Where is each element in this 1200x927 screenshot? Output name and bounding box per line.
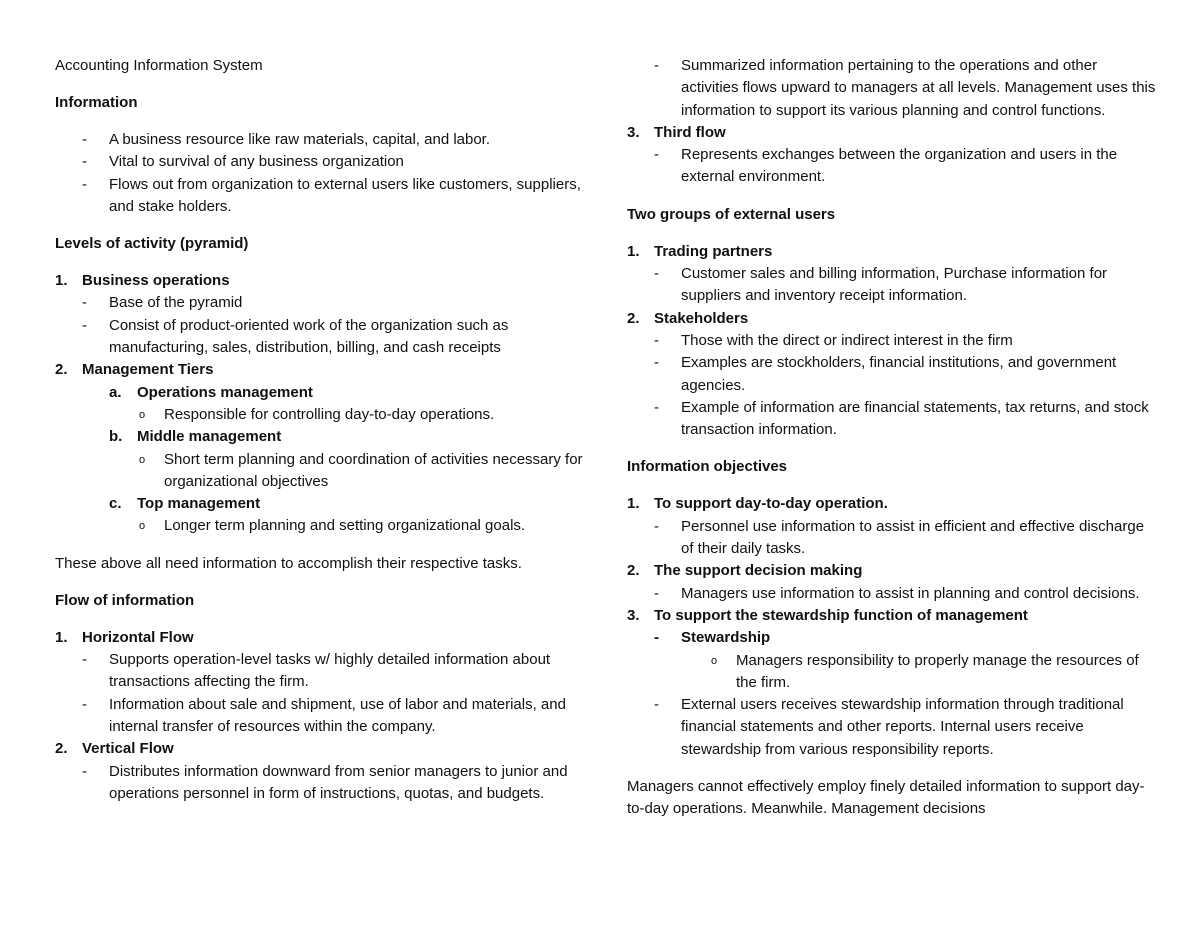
list-item: [627, 263, 1157, 308]
list-marker: a.: [109, 383, 122, 401]
list-item: [627, 493, 1157, 515]
dash-bullet-icon: -: [654, 584, 659, 602]
list-marker: 3.: [627, 606, 640, 624]
circle-bullet-icon: o: [139, 408, 146, 421]
circle-bullet-icon: o: [139, 453, 146, 466]
dash-bullet-icon: -: [82, 153, 87, 171]
list-item-text: Stewardship: [681, 629, 771, 647]
list-item-text: To support day-to-day operation.: [654, 495, 888, 513]
list-item-text: Top management: [137, 495, 261, 513]
left-column: [55, 55, 585, 805]
paragraph: Managers cannot effectively employ finely detailed information to support day-to-day operations. Meanwhile. Management decisions: [627, 778, 1145, 818]
list-item-text: Management Tiers: [82, 361, 214, 379]
list-item: [55, 449, 585, 494]
list-marker: 2.: [55, 361, 68, 379]
list-item: [55, 174, 585, 219]
list-item: [627, 308, 1157, 330]
circle-bullet-icon: o: [139, 520, 146, 533]
list-marker: 2.: [627, 562, 640, 580]
list-item: [55, 493, 585, 515]
list-item-text: Base of the pyramid: [109, 294, 243, 312]
list-marker: 1.: [627, 242, 640, 260]
list-item: [627, 397, 1157, 442]
dash-bullet-icon: -: [82, 175, 87, 193]
list-item: [55, 515, 585, 537]
dash-bullet-icon: -: [654, 696, 659, 714]
list-item-text: Middle management: [137, 428, 282, 446]
list-item-text: Those with the direct or indirect interest in the firm: [681, 331, 1013, 349]
paragraph: Accounting Information System: [55, 57, 263, 74]
list-item: [55, 151, 585, 173]
dash-bullet-icon: -: [82, 294, 87, 312]
list-item-text: Flows out from organization to external users like customers, suppliers, and stake holders.: [109, 175, 581, 215]
list-item-text: Consist of product-oriented work of the organization such as manufacturing, sales, distribution, billing, and cash receipts: [109, 316, 509, 357]
list-item: [55, 761, 585, 806]
list-item-text: Third flow: [654, 123, 726, 141]
list-item-text: Example of information are financial statements, tax returns, and stock transaction information.: [681, 398, 1149, 439]
list-item-text: Represents exchanges between the organization and users in the external environment.: [681, 146, 1118, 186]
list-item: [627, 694, 1157, 761]
list-item-text: Operations management: [137, 383, 313, 401]
list-marker: 2.: [55, 740, 68, 758]
list-item-text: To support the stewardship function of management: [654, 606, 1028, 624]
list-item-text: Vital to survival of any business organization: [109, 153, 404, 171]
dash-bullet-icon: -: [82, 651, 87, 669]
dash-bullet-icon: -: [654, 57, 659, 74]
list-item-text: Information about sale and shipment, use of labor and materials, and internal transfer of resources within the company.: [109, 695, 566, 735]
dash-bullet-icon: -: [82, 762, 87, 780]
dash-bullet-icon: -: [654, 398, 659, 416]
list-item-text: Examples are stockholders, financial institutions, and government agencies.: [681, 354, 1117, 394]
list-item: [55, 404, 585, 426]
list-item: [627, 55, 1157, 122]
list-marker: 1.: [627, 495, 640, 513]
list-item-text: Trading partners: [654, 242, 773, 260]
list-item-text: Customer sales and billing information, Purchase information for suppliers and inventory receipt information.: [681, 265, 1108, 305]
list-item: [55, 649, 585, 694]
paragraph: These above all need information to accomplish their respective tasks.: [55, 554, 522, 572]
section-heading: Levels of activity (pyramid): [55, 235, 249, 253]
list-item: [627, 560, 1157, 582]
dash-bullet-icon: -: [654, 629, 659, 647]
list-item-text: Horizontal Flow: [82, 628, 194, 646]
list-item-text: Supports operation-level tasks w/ highly detailed information about transactions affecting the firm.: [109, 651, 551, 691]
list-item: [55, 426, 585, 448]
list-item-text: Vertical Flow: [82, 740, 174, 758]
list-item: [55, 270, 585, 292]
dash-bullet-icon: -: [654, 354, 659, 372]
list-item-text: The support decision making: [654, 562, 863, 580]
dash-bullet-icon: -: [82, 131, 87, 148]
circle-bullet-icon: o: [711, 654, 718, 667]
list-item-text: Summarized information pertaining to the operations and other activities flows upward to managers at all levels. Management uses this information to support its various planning and control functions.: [681, 57, 1156, 119]
list-item-text: Personnel use information to assist in efficient and effective discharge of their daily tasks.: [681, 517, 1145, 558]
dash-bullet-icon: -: [654, 331, 659, 349]
list-item-text: Managers responsibility to properly manage the resources of the firm.: [736, 651, 1139, 691]
list-item: [55, 694, 585, 739]
list-item: [627, 122, 1157, 144]
list-item: [627, 144, 1157, 189]
list-item: [627, 241, 1157, 263]
list-item: [627, 330, 1157, 352]
list-item: [627, 627, 1157, 649]
list-item: [55, 359, 585, 381]
list-marker: 1.: [55, 272, 68, 290]
list-item-text: Short term planning and coordination of activities necessary for organizational objectives: [164, 450, 583, 490]
list-item-text: A business resource like raw materials, capital, and labor.: [109, 131, 491, 148]
list-item: [627, 516, 1157, 561]
list-item-text: Distributes information downward from senior managers to junior and operations personnel in form of instructions, quotas, and budgets.: [109, 762, 568, 802]
list-item: [627, 583, 1157, 605]
list-item: [55, 129, 585, 151]
dash-bullet-icon: -: [654, 265, 659, 283]
list-item-text: Responsible for controlling day-to-day operations.: [164, 405, 495, 423]
list-item: [627, 605, 1157, 627]
list-marker: 2.: [627, 309, 640, 327]
list-item-text: Stakeholders: [654, 309, 749, 327]
list-item: [627, 650, 1157, 695]
section-heading: Two groups of external users: [627, 205, 836, 223]
dash-bullet-icon: -: [82, 316, 87, 334]
dash-bullet-icon: -: [654, 517, 659, 535]
list-item: [55, 382, 585, 404]
dash-bullet-icon: -: [82, 695, 87, 713]
right-column: [627, 55, 1157, 820]
dash-bullet-icon: -: [654, 146, 659, 164]
section-heading: Flow of information: [55, 591, 195, 609]
list-marker: b.: [109, 428, 123, 446]
list-item-text: Longer term planning and setting organizational goals.: [164, 517, 526, 535]
list-item-text: Business operations: [82, 272, 230, 290]
list-item: [627, 352, 1157, 397]
list-item-text: Managers use information to assist in planning and control decisions.: [681, 584, 1140, 602]
list-item: [55, 738, 585, 760]
list-item: [55, 627, 585, 649]
list-item: [55, 292, 585, 314]
list-marker: c.: [109, 495, 122, 513]
section-heading: Information objectives: [627, 458, 788, 476]
list-item-text: External users receives stewardship information through traditional financial statements and other reports. Internal users receive stewardship from various responsibility reports.: [681, 696, 1124, 758]
list-marker: 1.: [55, 628, 68, 646]
list-marker: 3.: [627, 123, 640, 141]
section-heading: Information: [55, 94, 138, 111]
list-item: [55, 315, 585, 360]
